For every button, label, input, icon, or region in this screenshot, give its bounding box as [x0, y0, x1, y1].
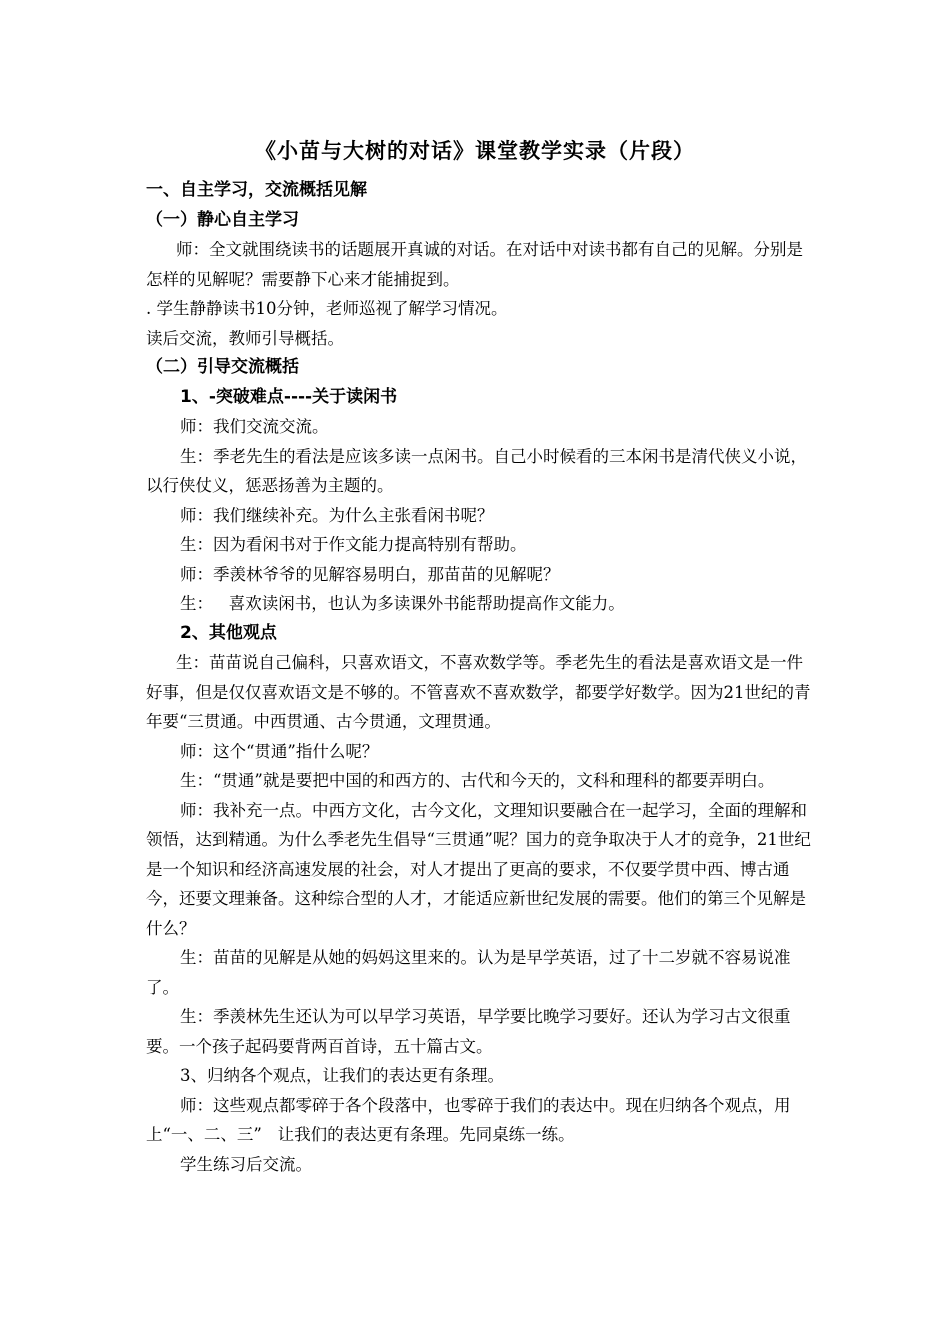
document-title: 《小苗与大树的对话》课堂教学实录（片段） — [255, 139, 695, 163]
dialogue-line: 生：苗苗说自己偏科，只喜欢语文，不喜欢数学等。季老先生的看法是喜欢语文是一件好事，但是仅仅喜欢语文是不够的。不管喜欢不喜欢数学，都要学好数学。因为21世纪的青年要“三贯通。中西贯通、古今贯通，文理贯通。 — [146, 653, 811, 731]
dialogue-line: 生：季羡林先生还认为可以早学习英语，早学要比晚学习要好。还认为学习古文很重要。一个孩子起码要背两百首诗，五十篇古文。 — [146, 1007, 791, 1056]
dialogue-line: 师：我们交流交流。 — [180, 417, 329, 436]
paragraph: 师：全文就围绕读书的话题展开真诚的对话。在对话中对读书都有自己的见解。分别是怎样的见解呢？需要静下心来才能捕捉到。 — [146, 240, 803, 289]
dialogue-line: 师：这个“贯通”指什么呢？ — [180, 741, 379, 761]
dialogue-line: 师：这些观点都零碎于各个段落中，也零碎于我们的表达中。现在归纳各个观点，用上“一、二、三” 让我们的表达更有条理。先同桌练一练。 — [146, 1095, 791, 1144]
dialogue-line: 生：季老先生的看法是应该多读一点闲书。自己小时候看的三本闲书是清代侠义小说，以行侠仗义，惩恶扬善为主题的。 — [146, 446, 807, 495]
document-body — [146, 176, 812, 1179]
dialogue-line: 师：季羡林爷爷的见解容易明白，那苗苗的见解呢？ — [180, 564, 560, 584]
subsection-heading-2: （二）引导交流概括 — [146, 357, 299, 377]
paragraph: . 学生静静读书10分钟，老师巡视了解学习情况。 — [146, 299, 508, 318]
paragraph: 读后交流，教师引导概括。 — [146, 328, 344, 348]
point-heading-1: 1、-突破难点----关于读闲书 — [180, 386, 398, 407]
point-heading-2: 2、其他观点 — [180, 622, 277, 643]
dialogue-line: 生： 喜欢读闲书，也认为多读课外书能帮助提高作文能力。 — [180, 594, 625, 613]
dialogue-line: 师：我们继续补充。为什么主张看闲书呢？ — [180, 505, 494, 525]
dialogue-line: 生：苗苗的见解是从她的妈妈这里来的。认为是早学英语，过了十二岁就不容易说准了。 — [146, 948, 791, 997]
point-heading-3: 3、归纳各个观点，让我们的表达更有条理。 — [180, 1066, 504, 1085]
subsection-heading-1: （一）静心自主学习 — [146, 209, 299, 230]
paragraph: 学生练习后交流。 — [180, 1154, 312, 1174]
dialogue-line: 师：我补充一点。中西方文化，古今文化，文理知识要融合在一起学习，全面的理解和领悟，达到精通。为什么季老先生倡导“三贯通”呢？国力的竞争取决于人才的竞争，21世纪是一个知识和经济高速发展的社会，对人才提出了更高的要求，不仅要学贯中西、博古通今，还要文理兼备。这种综合型的人才，才能适应新世纪发展的需要。他们的第三个见解是什么？ — [146, 800, 811, 938]
dialogue-line: 生：“贯通”就是要把中国的和西方的、古代和今天的，文科和理科的都要弄明白。 — [180, 771, 775, 790]
dialogue-line: 生：因为看闲书对于作文能力提高特别有帮助。 — [180, 535, 527, 554]
section-heading-1: 一、自主学习，交流概括见解 — [146, 180, 367, 200]
